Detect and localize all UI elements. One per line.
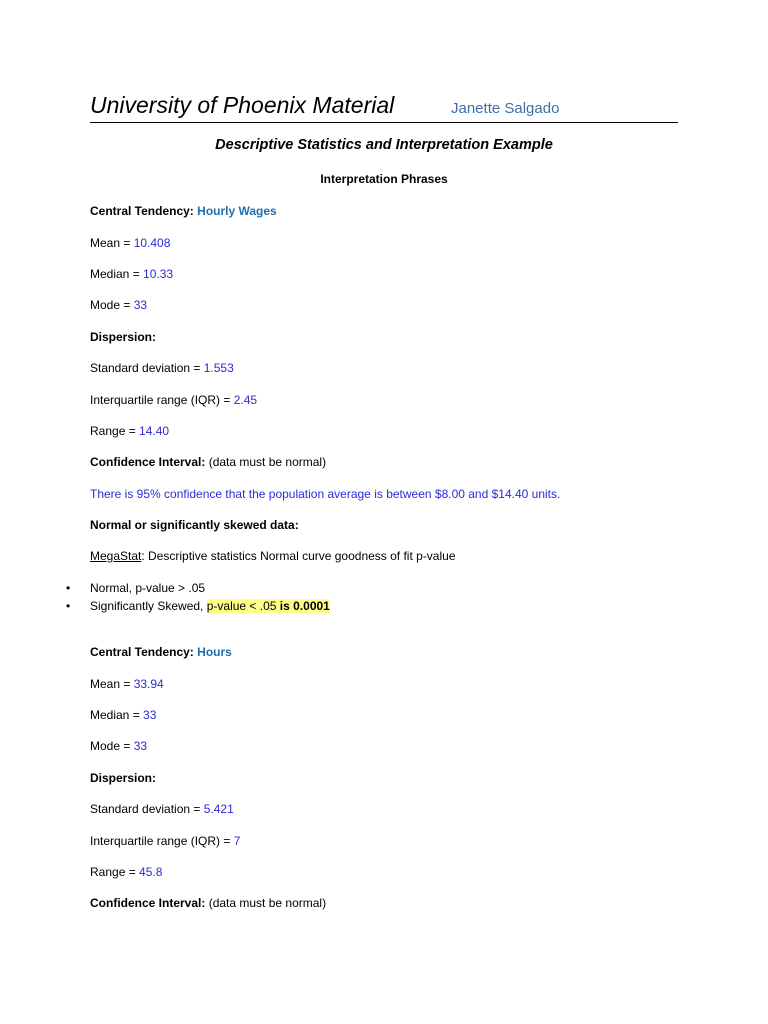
sd-label: Standard deviation =	[90, 361, 204, 375]
document-subtitle: Interpretation Phrases	[320, 172, 448, 186]
mode-label: Mode =	[90, 739, 134, 753]
variable-name: Hourly Wages	[197, 204, 277, 218]
range-line	[90, 423, 169, 439]
median-line	[90, 707, 156, 723]
range-line	[90, 864, 162, 880]
mean-label: Mean =	[90, 677, 134, 691]
iqr-label: Interquartile range (IQR) =	[90, 834, 234, 848]
bullet-icon: •	[66, 599, 71, 613]
median-value: 33	[143, 708, 157, 722]
mean-value: 33.94	[133, 677, 164, 691]
skewed-prefix: Significantly Skewed,	[90, 599, 207, 613]
pvalue-threshold: p-value < .05	[206, 599, 280, 613]
dispersion-heading: Dispersion:	[90, 330, 157, 344]
megastat-line	[90, 548, 456, 564]
megastat-text: : Descriptive statistics Normal curve goodness of fit p-value	[141, 549, 456, 563]
document-header	[90, 92, 678, 123]
iqr-label: Interquartile range (IQR) =	[90, 393, 234, 407]
iqr-value: 2.45	[233, 393, 258, 407]
mode-value: 33	[133, 298, 148, 312]
central-tendency-heading-hours	[90, 644, 232, 660]
range-value: 14.40	[139, 424, 170, 438]
mean-label: Mean =	[90, 236, 134, 250]
iqr-value: 7	[233, 834, 241, 848]
sd-label: Standard deviation =	[90, 802, 204, 816]
megastat-link[interactable]: MegaStat	[90, 549, 142, 563]
iqr-line	[90, 833, 240, 849]
document-title: Descriptive Statistics and Interpretation Example	[215, 137, 553, 153]
mode-line	[90, 297, 147, 313]
university-title: University of Phoenix Material	[90, 92, 395, 118]
mean-line	[90, 235, 170, 251]
normal-skewed-heading: Normal or significantly skewed data:	[90, 518, 299, 532]
dispersion-heading: Dispersion:	[90, 771, 157, 785]
sd-line	[90, 360, 234, 376]
sd-value: 5.421	[203, 802, 234, 816]
range-label: Range =	[90, 865, 140, 879]
pvalue-result: is 0.0001	[279, 599, 330, 613]
mode-label: Mode =	[90, 298, 134, 312]
variable-name: Hours	[197, 645, 232, 659]
range-label: Range =	[90, 424, 140, 438]
confidence-interval-line	[90, 895, 326, 911]
ci-note: (data must be normal)	[205, 455, 327, 469]
ci-note: (data must be normal)	[205, 896, 327, 910]
median-value: 10.33	[143, 267, 174, 281]
ci-label: Confidence Interval:	[90, 896, 206, 910]
bullet-normal: Normal, p-value > .05	[90, 581, 206, 595]
central-tendency-label: Central Tendency:	[90, 204, 194, 218]
bullet-icon: •	[66, 581, 71, 595]
median-label: Median =	[90, 708, 144, 722]
median-label: Median =	[90, 267, 144, 281]
mode-line	[90, 738, 147, 754]
median-line	[90, 266, 173, 282]
ci-label: Confidence Interval:	[90, 455, 206, 469]
central-tendency-label: Central Tendency:	[90, 645, 194, 659]
sd-value: 1.553	[203, 361, 234, 375]
range-value: 45.8	[139, 865, 163, 879]
author-name: Janette Salgado	[451, 100, 560, 117]
mean-line	[90, 676, 164, 692]
central-tendency-heading-wages	[90, 203, 277, 219]
sd-line	[90, 801, 234, 817]
confidence-interval-line	[90, 454, 326, 470]
ci-statement: There is 95% confidence that the population average is between $8.00 and $14.40 units.	[90, 487, 561, 501]
mean-value: 10.408	[133, 236, 171, 250]
bullet-skewed	[90, 598, 330, 614]
skewed-highlight	[207, 599, 330, 613]
mode-value: 33	[133, 739, 148, 753]
iqr-line	[90, 392, 257, 408]
